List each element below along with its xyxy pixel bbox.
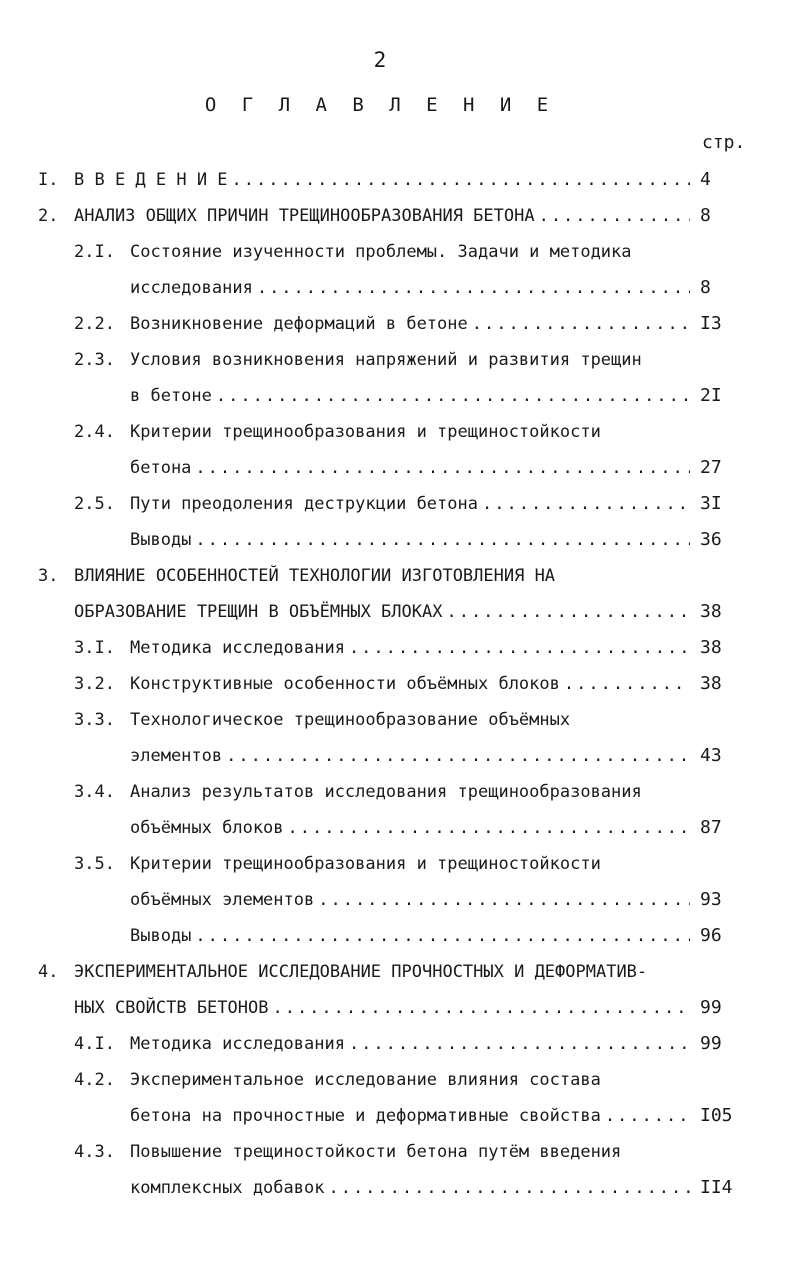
toc-entry [130, 743, 694, 769]
toc-entry [130, 1103, 694, 1129]
toc-number: 2.5. [74, 494, 115, 514]
toc-page: 99 [700, 1033, 722, 1054]
toc-page: 38 [700, 673, 722, 694]
toc-number: 2.4. [74, 422, 115, 442]
toc-leader [257, 275, 690, 301]
toc-entry [130, 383, 694, 409]
toc-number: 4.I. [74, 1034, 115, 1054]
toc-leader [195, 923, 690, 949]
toc-title: исследования [130, 278, 253, 298]
toc-title: Возникновение деформаций в бетоне [130, 314, 468, 334]
toc-title: комплексных добавок [130, 1178, 325, 1198]
toc-title: Методика исследования [130, 1034, 345, 1054]
toc-title: ВЛИЯНИЕ ОСОБЕННОСТЕЙ ТЕХНОЛОГИИ ИЗГОТОВЛЕНИЯ НА [74, 566, 556, 586]
toc-leader [482, 491, 690, 517]
toc-page: 8 [700, 277, 711, 298]
toc-leader [328, 1175, 690, 1201]
toc-title: Критерии трещинообразования и трещиностойкости [130, 854, 601, 874]
toc-number: 2.3. [74, 350, 115, 370]
toc-number: 4. [38, 962, 59, 982]
toc-title: Состояние изученности проблемы. Задачи и методика [130, 242, 632, 262]
toc-leader [195, 455, 690, 481]
toc-number: 3.4. [74, 782, 115, 802]
toc-number: 3.3. [74, 710, 115, 730]
toc-leader [349, 635, 690, 661]
toc-entry [130, 527, 694, 553]
toc-title: Методика исследования [130, 638, 345, 658]
toc-title: АНАЛИЗ ОБЩИХ ПРИЧИН ТРЕЩИНООБРАЗОВАНИЯ БЕТОНА [74, 206, 535, 226]
toc-title: объёмных блоков [130, 818, 284, 838]
toc-title: объёмных элементов [130, 890, 315, 910]
toc-title: ЭКСПЕРИМЕНТАЛЬНОЕ ИССЛЕДОВАНИЕ ПРОЧНОСТНЫХ И ДЕФОРМАТИВ- [74, 962, 648, 982]
toc-title: Выводы [130, 530, 192, 550]
toc-page: I05 [700, 1105, 733, 1126]
toc-leader [539, 203, 690, 229]
toc-title: Технологическое трещинообразование объёмных [130, 710, 571, 730]
toc-page: 4 [700, 169, 711, 190]
toc-number: 3.2. [74, 674, 115, 694]
toc-entry [130, 923, 694, 949]
toc-number: 3.5. [74, 854, 115, 874]
toc-title: Анализ результатов исследования трещинообразования [130, 782, 642, 802]
toc-leader [272, 995, 690, 1021]
toc-page: II4 [700, 1177, 733, 1198]
toc-leader [446, 599, 690, 625]
toc-leader [195, 527, 690, 553]
toc-page: 36 [700, 529, 722, 550]
toc-entry [130, 1031, 694, 1057]
toc-title: Пути преодоления деструкции бетона [130, 494, 478, 514]
toc-leader [226, 743, 690, 769]
toc-entry [130, 491, 694, 517]
toc-page: 38 [700, 601, 722, 622]
toc-page: 99 [700, 997, 722, 1018]
toc-entry [130, 887, 694, 913]
toc-title: бетона [130, 458, 192, 478]
toc-page: I3 [700, 313, 722, 334]
toc-entry [130, 815, 694, 841]
toc-entry [130, 455, 694, 481]
toc-page: 87 [700, 817, 722, 838]
page-number: 2 [373, 48, 387, 72]
toc-entry [130, 275, 694, 301]
toc-number: 2.2. [74, 314, 115, 334]
toc-title: Условия возникновения напряжений и развития трещин [130, 350, 642, 370]
page-column-label: стр. [702, 132, 746, 153]
toc-page: 38 [700, 637, 722, 658]
toc-title: В В Е Д Е Н И Е [74, 170, 228, 190]
toc-entry [130, 1175, 694, 1201]
toc-title: Критерии трещинообразования и трещиностойкости [130, 422, 601, 442]
toc-entry [74, 203, 694, 229]
toc-title: Конструктивные особенности объёмных блоков [130, 674, 560, 694]
toc-number: 3.I. [74, 638, 115, 658]
toc-entry [74, 167, 694, 193]
toc-title: НЫХ СВОЙСТВ БЕТОНОВ [74, 998, 269, 1018]
toc-number: 4.3. [74, 1142, 115, 1162]
toc-title: Повышение трещиностойкости бетона путём введения [130, 1142, 622, 1162]
toc-number: I. [38, 170, 59, 190]
toc-leader [472, 311, 690, 337]
toc-page: 2I [700, 385, 722, 406]
toc-number: 3. [38, 566, 59, 586]
toc-page: 93 [700, 889, 722, 910]
toc-page: 27 [700, 457, 722, 478]
toc-title: элементов [130, 746, 223, 766]
toc-title: Выводы [130, 926, 192, 946]
toc-leader [318, 887, 690, 913]
toc-entry [130, 671, 694, 697]
toc-leader [288, 815, 690, 841]
toc-leader [605, 1103, 690, 1129]
toc-title: бетона на прочностные и деформативные свойства [130, 1106, 601, 1126]
toc-leader [349, 1031, 690, 1057]
toc-entry [74, 995, 694, 1021]
toc-entry [74, 599, 694, 625]
toc-title: ОБРАЗОВАНИЕ ТРЕЩИН В ОБЪЁМНЫХ БЛОКАХ [74, 602, 443, 622]
toc-page: 3I [700, 493, 722, 514]
toc-entry [130, 311, 694, 337]
toc-leader [232, 167, 690, 193]
toc-page: 43 [700, 745, 722, 766]
toc-page: 96 [700, 925, 722, 946]
toc-title: Экспериментальное исследование влияния состава [130, 1070, 601, 1090]
toc-leader [564, 671, 690, 697]
toc-leader [216, 383, 690, 409]
page-title: О Г Л А В Л Е Н И Е [204, 94, 556, 116]
toc-page: 8 [700, 205, 711, 226]
toc-number: 2. [38, 206, 59, 226]
toc-number: 4.2. [74, 1070, 115, 1090]
toc-title: в бетоне [130, 386, 212, 406]
toc-number: 2.I. [74, 242, 115, 262]
toc-entry [130, 635, 694, 661]
